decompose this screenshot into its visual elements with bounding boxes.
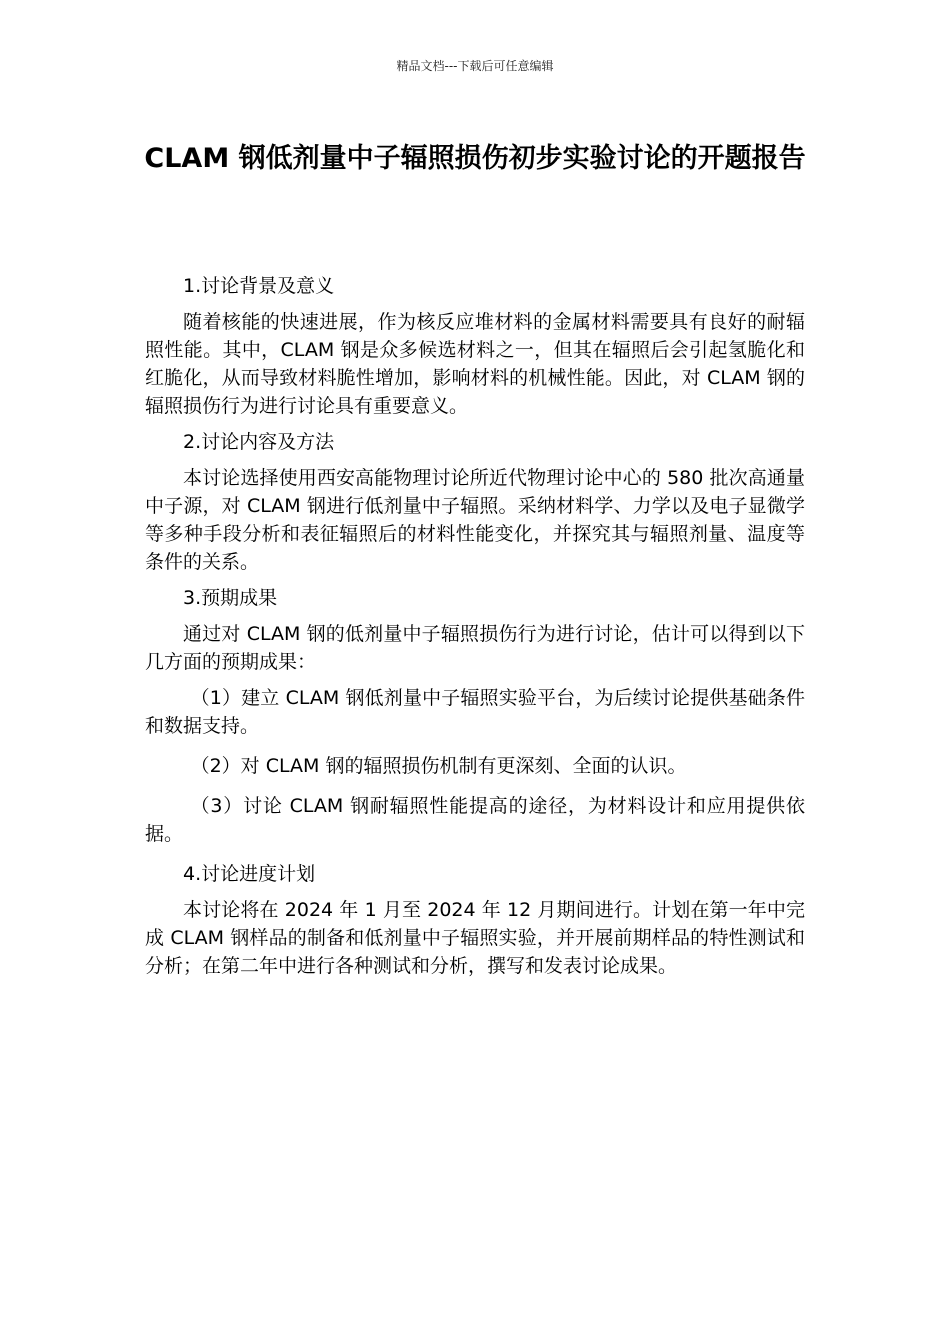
- section-heading-schedule: 4.讨论进度计划: [183, 863, 316, 885]
- section-heading-expected-results: 3.预期成果: [183, 587, 278, 609]
- paragraph-expected-results-intro: 通过对 CLAM 钢的低剂量中子辐照损伤行为进行讨论，估计可以得到以下几方面的预期成果：: [145, 623, 805, 673]
- document-body: [145, 272, 805, 988]
- paragraph-content-methods: 本讨论选择使用西安高能物理讨论所近代物理讨论中心的 580 批次高通量中子源，对 CLAM 钢进行低剂量中子辐照。采纳材料学、力学以及电子显微学等多种手段分析和表征辐照后的材料性能变化，并探究其与辐照剂量、温度等条件的关系。: [145, 467, 805, 573]
- section-heading-background: 1.讨论背景及意义: [183, 275, 335, 297]
- paragraph-background: 随着核能的快速进展，作为核反应堆材料的金属材料需要具有良好的耐辐照性能。其中，CLAM 钢是众多候选材料之一，但其在辐照后会引起氢脆化和红脆化，从而导致材料脆性增加，影响材料的机械性能。因此，对 CLAM 钢的辐照损伤行为进行讨论具有重要意义。: [145, 311, 805, 417]
- list-item-result-2: （2）对 CLAM 钢的辐照损伤机制有更深刻、全面的认识。: [190, 755, 687, 777]
- page-header-note: 精品文档---下载后可任意编辑: [396, 59, 554, 73]
- list-item-result-3: （3）讨论 CLAM 钢耐辐照性能提高的途径，为材料设计和应用提供依据。: [145, 795, 805, 845]
- paragraph-schedule: 本讨论将在 2024 年 1 月至 2024 年 12 月期间进行。计划在第一年中完成 CLAM 钢样品的制备和低剂量中子辐照实验，并开展前期样品的特性测试和分析；在第二年中进行各种测试和分析，撰写和发表讨论成果。: [145, 899, 805, 977]
- document-title: CLAM 钢低剂量中子辐照损伤初步实验讨论的开题报告: [144, 143, 806, 174]
- list-item-result-1: （1）建立 CLAM 钢低剂量中子辐照实验平台，为后续讨论提供基础条件和数据支持。: [145, 687, 805, 737]
- section-heading-content-methods: 2.讨论内容及方法: [183, 431, 335, 453]
